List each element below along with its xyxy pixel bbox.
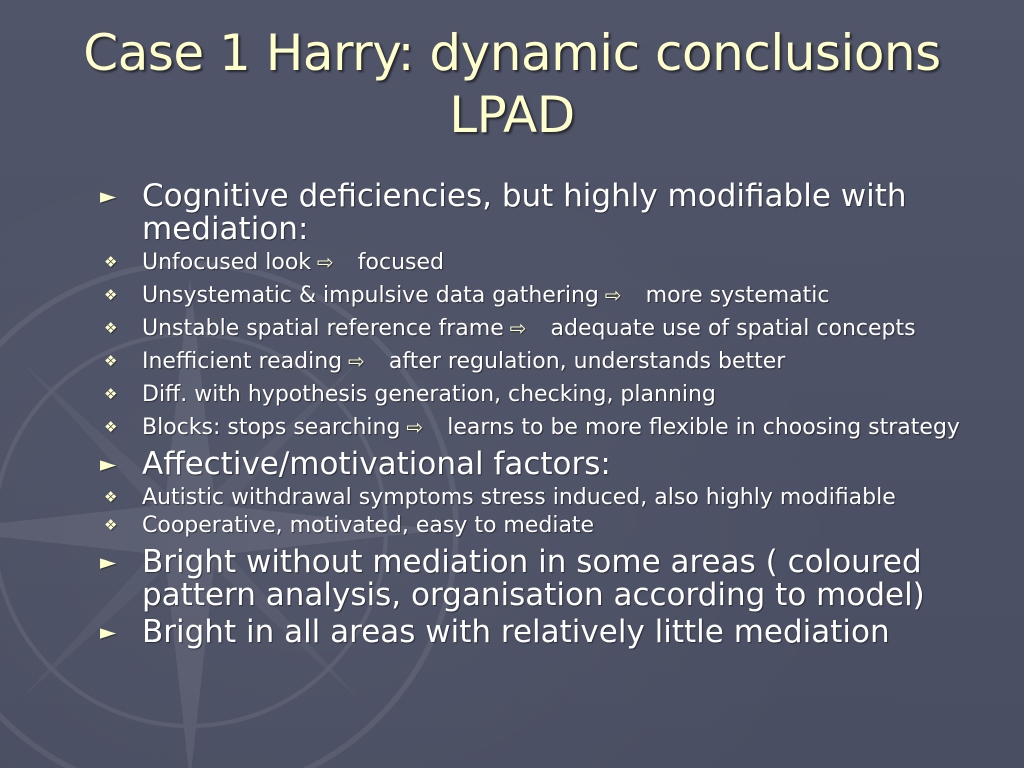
four-point-star-icon: ❖: [104, 418, 118, 436]
sub-bullet-from: Unstable spatial reference frame: [142, 316, 504, 341]
outline-right-arrow-icon: ⇨: [348, 349, 365, 373]
four-point-star-icon: ❖: [104, 286, 118, 304]
bullet-affective-motivational: [100, 448, 980, 481]
slide-title-line-1: Case 1 Harry: dynamic conclusions: [83, 24, 941, 82]
triangle-right-icon: ►: [100, 184, 117, 208]
sub-bullet-to: focused: [357, 250, 445, 275]
sub-bullet-to: more systematic: [645, 283, 830, 308]
bullet-list: [100, 180, 980, 653]
sub-bullet-text: Autistic withdrawal symptoms stress induced, also highly modifiable: [142, 485, 896, 510]
outline-right-arrow-icon: ⇨: [604, 283, 622, 307]
outline-right-arrow-icon: ⇨: [317, 250, 334, 274]
bullet-text: Bright in all areas with relatively little mediation: [142, 614, 890, 650]
sub-bullet-from: Inefficient reading: [142, 349, 343, 374]
bullet-text: Cognitive deficiencies, but highly modifiable with mediation:: [142, 178, 907, 247]
sub-bullet-from: Unfocused look: [142, 250, 312, 275]
sub-bullet-from: Unsystematic & impulsive data gathering: [142, 283, 599, 308]
four-point-star-icon: ❖: [104, 319, 118, 337]
slide-title: [40, 22, 984, 146]
sub-bullet-hypothesis-generation: [100, 382, 980, 407]
four-point-star-icon: ❖: [104, 488, 118, 506]
sub-bullet-autistic-withdrawal: [100, 485, 980, 510]
sub-bullet-cooperative-motivated: [100, 513, 980, 538]
sub-bullet-inefficient-reading: [100, 349, 980, 374]
four-point-star-icon: ❖: [104, 385, 118, 403]
slide-title-line-2: LPAD: [449, 86, 575, 144]
sub-bullet-unsystematic-data-gathering: [100, 283, 980, 308]
four-point-star-icon: ❖: [104, 253, 118, 271]
sub-bullet-unfocused-look: [100, 250, 980, 275]
sub-bullet-blocks-stops-searching: [100, 415, 980, 440]
sub-bullet-from: Blocks: stops searching: [142, 415, 401, 440]
sub-bullet-to: after regulation, understands better: [388, 349, 786, 374]
sub-bullet-text: Diff. with hypothesis generation, checking, planning: [142, 382, 716, 407]
triangle-right-icon: ►: [100, 550, 117, 574]
four-point-star-icon: ❖: [104, 352, 118, 370]
triangle-right-icon: ►: [100, 620, 117, 644]
outline-right-arrow-icon: ⇨: [509, 316, 527, 340]
bullet-bright-all-areas: [100, 616, 980, 649]
four-point-star-icon: ❖: [104, 516, 118, 534]
bullet-text: Affective/motivational factors:: [142, 446, 611, 482]
sub-bullet-spatial-reference-frame: [100, 316, 980, 341]
sub-bullet-text: Cooperative, motivated, easy to mediate: [142, 513, 595, 538]
sub-bullet-to: adequate use of spatial concepts: [550, 316, 916, 341]
outline-right-arrow-icon: ⇨: [406, 415, 424, 439]
sub-bullet-to: learns to be more flexible in choosing strategy: [447, 415, 960, 440]
bullet-text: Bright without mediation in some areas ( coloured pattern analysis, organisation according to model): [142, 544, 925, 613]
bullet-bright-without-mediation: [100, 546, 980, 612]
bullet-cognitive-deficiencies: [100, 180, 980, 246]
triangle-right-icon: ►: [100, 452, 117, 476]
